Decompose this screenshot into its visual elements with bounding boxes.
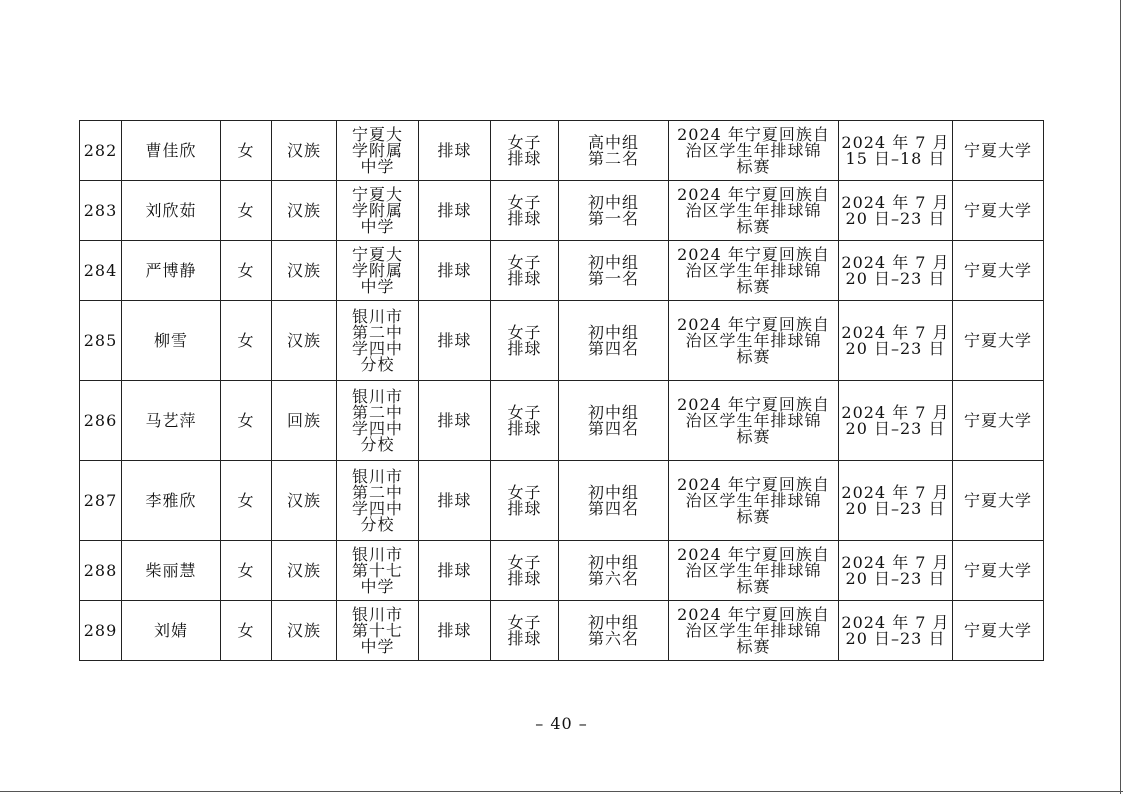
- cell-school: 银川市 第二中 学四中 分校: [337, 461, 419, 541]
- cell-gender: 女: [221, 181, 272, 241]
- cell-school: 银川市 第二中 学四中 分校: [337, 301, 419, 381]
- page-edge-right: [1120, 0, 1121, 794]
- cell-sport: 排球: [419, 541, 491, 601]
- cell-unit: 宁夏大学: [953, 541, 1044, 601]
- cell-school: 宁夏大 学附属 中学: [337, 121, 419, 181]
- cell-date: 2024 年 7 月 20 日–23 日: [839, 381, 953, 461]
- cell-name: 柳雪: [122, 301, 221, 381]
- cell-event: 女子 排球: [491, 301, 559, 381]
- table-row: [80, 381, 1044, 461]
- cell-school: 宁夏大 学附属 中学: [337, 181, 419, 241]
- cell-gender: 女: [221, 121, 272, 181]
- cell-date: 2024 年 7 月 20 日–23 日: [839, 181, 953, 241]
- cell-ethnicity: 汉族: [272, 241, 337, 301]
- cell-ethnicity: 汉族: [272, 601, 337, 661]
- cell-event: 女子 排球: [491, 601, 559, 661]
- cell-result: 初中组 第六名: [559, 541, 669, 601]
- cell-sport: 排球: [419, 381, 491, 461]
- cell-school: 银川市 第十七 中学: [337, 541, 419, 601]
- cell-sport: 排球: [419, 461, 491, 541]
- table-row: [80, 601, 1044, 661]
- cell-name: 曹佳欣: [122, 121, 221, 181]
- table-row: [80, 461, 1044, 541]
- cell-unit: 宁夏大学: [953, 381, 1044, 461]
- cell-date: 2024 年 7 月 20 日–23 日: [839, 601, 953, 661]
- cell-result: 初中组 第四名: [559, 301, 669, 381]
- table-row: [80, 181, 1044, 241]
- award-roster-table: [79, 120, 1044, 661]
- cell-no: 286: [80, 381, 122, 461]
- cell-gender: 女: [221, 301, 272, 381]
- cell-sport: 排球: [419, 241, 491, 301]
- cell-name: 刘婧: [122, 601, 221, 661]
- cell-event: 女子 排球: [491, 241, 559, 301]
- cell-unit: 宁夏大学: [953, 461, 1044, 541]
- cell-no: 283: [80, 181, 122, 241]
- cell-event: 女子 排球: [491, 541, 559, 601]
- cell-no: 285: [80, 301, 122, 381]
- cell-competition: 2024 年宁夏回族自 治区学生年排球锦 标赛: [669, 601, 839, 661]
- cell-gender: 女: [221, 241, 272, 301]
- cell-no: 289: [80, 601, 122, 661]
- cell-competition: 2024 年宁夏回族自 治区学生年排球锦 标赛: [669, 381, 839, 461]
- cell-gender: 女: [221, 541, 272, 601]
- cell-unit: 宁夏大学: [953, 301, 1044, 381]
- cell-ethnicity: 汉族: [272, 461, 337, 541]
- cell-result: 初中组 第一名: [559, 181, 669, 241]
- cell-sport: 排球: [419, 601, 491, 661]
- cell-event: 女子 排球: [491, 461, 559, 541]
- cell-date: 2024 年 7 月 15 日–18 日: [839, 121, 953, 181]
- cell-unit: 宁夏大学: [953, 121, 1044, 181]
- cell-date: 2024 年 7 月 20 日–23 日: [839, 541, 953, 601]
- cell-no: 287: [80, 461, 122, 541]
- cell-event: 女子 排球: [491, 181, 559, 241]
- cell-result: 高中组 第二名: [559, 121, 669, 181]
- cell-event: 女子 排球: [491, 121, 559, 181]
- cell-ethnicity: 回族: [272, 381, 337, 461]
- cell-gender: 女: [221, 601, 272, 661]
- cell-name: 柴丽慧: [122, 541, 221, 601]
- cell-sport: 排球: [419, 121, 491, 181]
- cell-competition: 2024 年宁夏回族自 治区学生年排球锦 标赛: [669, 541, 839, 601]
- cell-sport: 排球: [419, 301, 491, 381]
- cell-ethnicity: 汉族: [272, 301, 337, 381]
- page-edge-bottom: [0, 791, 1123, 792]
- cell-date: 2024 年 7 月 20 日–23 日: [839, 241, 953, 301]
- cell-date: 2024 年 7 月 20 日–23 日: [839, 461, 953, 541]
- cell-name: 刘欣茹: [122, 181, 221, 241]
- cell-gender: 女: [221, 461, 272, 541]
- cell-date: 2024 年 7 月 20 日–23 日: [839, 301, 953, 381]
- cell-no: 284: [80, 241, 122, 301]
- cell-result: 初中组 第四名: [559, 461, 669, 541]
- cell-name: 李雅欣: [122, 461, 221, 541]
- cell-event: 女子 排球: [491, 381, 559, 461]
- cell-school: 银川市 第十七 中学: [337, 601, 419, 661]
- page-number: – 40 –: [535, 714, 588, 733]
- table-row: [80, 241, 1044, 301]
- cell-gender: 女: [221, 381, 272, 461]
- table-row: [80, 541, 1044, 601]
- cell-ethnicity: 汉族: [272, 121, 337, 181]
- cell-competition: 2024 年宁夏回族自 治区学生年排球锦 标赛: [669, 301, 839, 381]
- cell-result: 初中组 第一名: [559, 241, 669, 301]
- cell-competition: 2024 年宁夏回族自 治区学生年排球锦 标赛: [669, 241, 839, 301]
- cell-result: 初中组 第四名: [559, 381, 669, 461]
- cell-competition: 2024 年宁夏回族自 治区学生年排球锦 标赛: [669, 121, 839, 181]
- cell-no: 288: [80, 541, 122, 601]
- cell-ethnicity: 汉族: [272, 541, 337, 601]
- cell-competition: 2024 年宁夏回族自 治区学生年排球锦 标赛: [669, 181, 839, 241]
- cell-sport: 排球: [419, 181, 491, 241]
- cell-unit: 宁夏大学: [953, 601, 1044, 661]
- cell-competition: 2024 年宁夏回族自 治区学生年排球锦 标赛: [669, 461, 839, 541]
- cell-unit: 宁夏大学: [953, 241, 1044, 301]
- cell-school: 宁夏大 学附属 中学: [337, 241, 419, 301]
- cell-ethnicity: 汉族: [272, 181, 337, 241]
- cell-name: 严博静: [122, 241, 221, 301]
- table-row: [80, 301, 1044, 381]
- cell-name: 马艺萍: [122, 381, 221, 461]
- table-row: [80, 121, 1044, 181]
- cell-unit: 宁夏大学: [953, 181, 1044, 241]
- cell-result: 初中组 第六名: [559, 601, 669, 661]
- cell-no: 282: [80, 121, 122, 181]
- cell-school: 银川市 第二中 学四中 分校: [337, 381, 419, 461]
